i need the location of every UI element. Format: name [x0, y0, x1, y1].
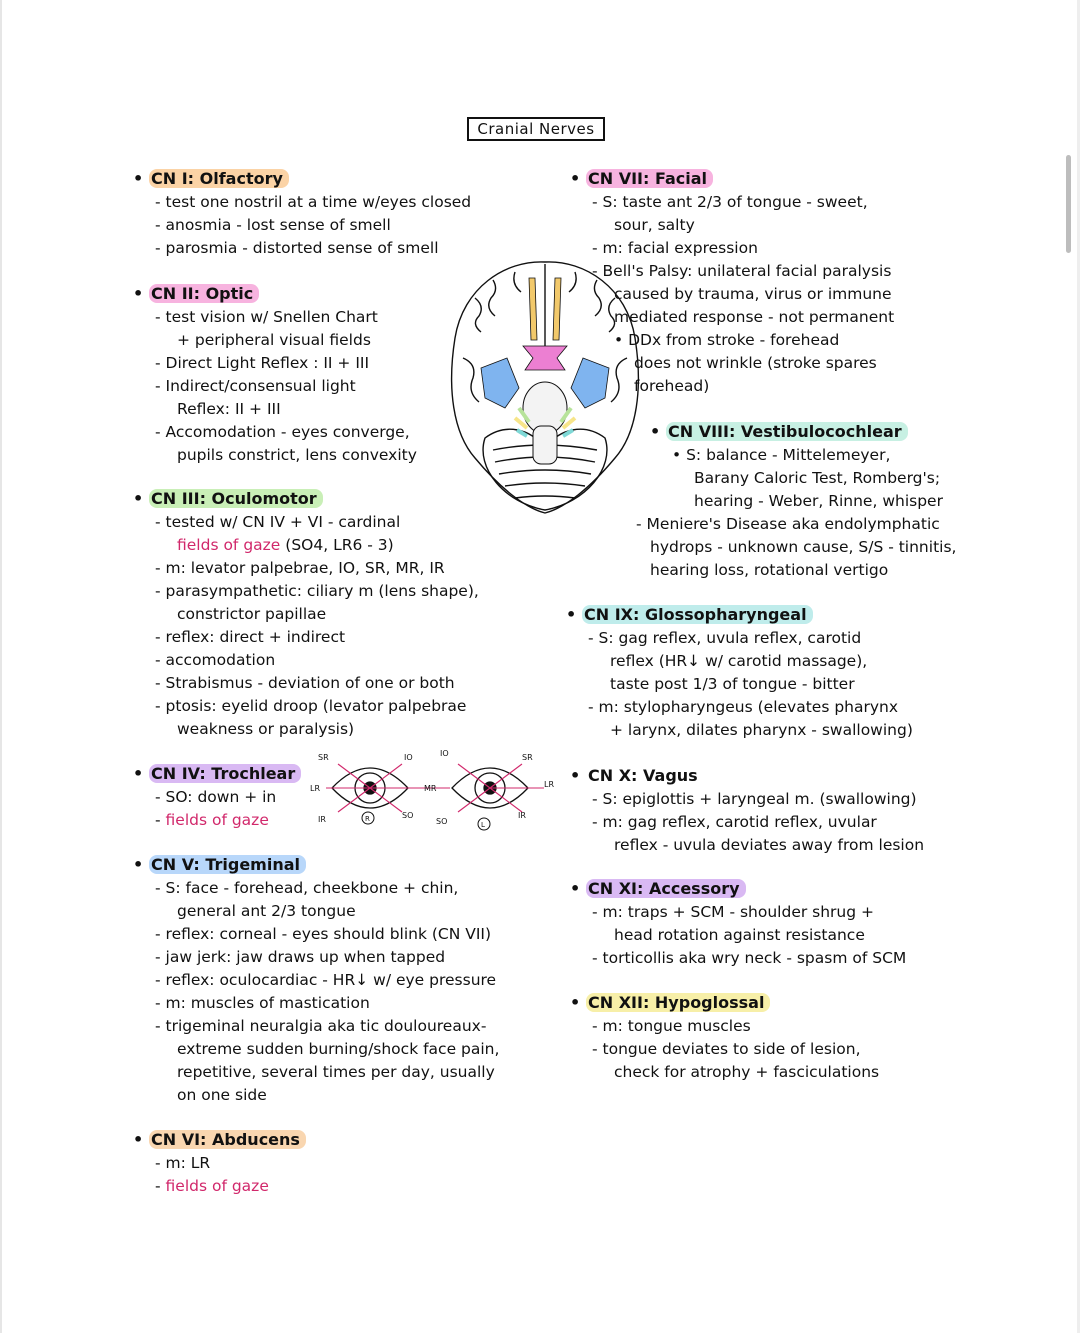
- section-cn10: • CN X: Vagus - S: epiglottis + laryngeal m. (swallowing) - m: gag reflex, carotid reflex, uvular reflex - uvula deviates away from lesion: [570, 766, 925, 854]
- cn5-line: reflex: oculocardiac - HR↓ w/ eye pressure: [165, 971, 497, 989]
- gaze-label: IR: [518, 811, 526, 820]
- cn3-line: ptosis: eyelid droop (levator palpebrae: [165, 697, 467, 715]
- section-cn8: • CN VIII: Vestibulocochlear • S: balance - Mittelemeyer, Barany Caloric Test, Romberg's; hearing - Weber, Rinne, whisper - Meniere's Disease aka endolymphatic hydrops - unknown cause, S/S - tinnitis, hearing loss, rotational vertigo: [636, 422, 957, 579]
- cn11-line: torticollis aka wry neck - spasm of SCM: [602, 949, 907, 967]
- section-cn4: • CN IV: Trochlear - SO: down + in - fields of gaze: [133, 762, 301, 832]
- cn8-line: hydrops - unknown cause, S/S - tinnitis,: [650, 538, 957, 556]
- cn5-line: S: face - forehead, cheekbone + chin,: [165, 879, 459, 897]
- cn1-line: anosmia - lost sense of smell: [165, 216, 391, 234]
- cn3-line: accomodation: [165, 651, 276, 669]
- section-cn1: • CN I: Olfactory - test one nostril at a time w/eyes closed - anosmia - lost sense of smell - parosmia - distorted sense of smell: [133, 169, 472, 257]
- cn8-line: S: balance - Mittelemeyer,: [686, 446, 891, 464]
- cn2-line: pupils constrict, lens convexity: [177, 446, 417, 464]
- cn8-line: hearing loss, rotational vertigo: [650, 561, 889, 579]
- section-cn12: • CN XII: Hypoglossal - m: tongue muscles - tongue deviates to side of lesion, check for atrophy + fasciculations: [570, 993, 880, 1081]
- cn12-line: m: tongue muscles: [602, 1017, 751, 1035]
- cn6-header: CN VI: Abducens: [149, 1130, 306, 1149]
- cn7-line: does not wrinkle (stroke spares: [634, 354, 877, 372]
- gaze-label: SR: [318, 753, 329, 762]
- gaze-eye-mark: R: [365, 815, 370, 823]
- gaze-label: MR: [424, 784, 437, 793]
- cn3-header: CN III: Oculomotor: [149, 489, 323, 508]
- cn7-line: m: facial expression: [602, 239, 758, 257]
- cn7-line: mediated response - not permanent: [614, 308, 895, 326]
- cn3-line: weakness or paralysis): [177, 720, 355, 738]
- gaze-label: IR: [318, 815, 326, 824]
- cn10-header: CN X: Vagus: [588, 766, 698, 785]
- cn3-line: Strabismus - deviation of one or both: [165, 674, 455, 692]
- cn1-line: test one nostril at a time w/eyes closed: [165, 193, 472, 211]
- gaze-label: LR: [544, 780, 555, 789]
- section-cn5: • CN V: Trigeminal - S: face - forehead, cheekbone + chin, general ant 2/3 tongue - reflex: corneal - eyes should blink (CN VII) - jaw jerk: jaw draws up when tapped - reflex: oculocardiac - HR↓ w/ eye pressure - m: muscles of mastication - trigeminal neuralgia aka tic douloureaux- extreme sudden burning/shock face pain, repetitive, several times per day, usually on one side: [133, 855, 500, 1104]
- cn12-line: tongue deviates to side of lesion,: [602, 1040, 861, 1058]
- gaze-eye-mark: L: [481, 821, 485, 829]
- cn9-line: taste post 1/3 of tongue - bitter: [610, 675, 855, 693]
- gaze-label: LR: [310, 784, 321, 793]
- cn2-line: test vision w/ Snellen Chart: [165, 308, 378, 326]
- cn8-line: hearing - Weber, Rinne, whisper: [694, 492, 943, 510]
- cn3-line: reflex: direct + indirect: [165, 628, 346, 646]
- cn7-line: DDx from stroke - forehead: [628, 331, 840, 349]
- cn9-line: S: gag reflex, uvula reflex, carotid: [598, 629, 862, 647]
- fields-of-gaze-diagram: [300, 748, 560, 838]
- section-cn2: • CN II: Optic - test vision w/ Snellen Chart + peripheral visual fields - Direct Light Reflex : II + III - Indirect/consensual light Reflex: II + III - Accomodation - eyes converge, pupils constrict, lens convexity: [133, 284, 417, 464]
- cn5-line: repetitive, several times per day, usually: [177, 1063, 495, 1081]
- cn3-fields-of-gaze: fields of gaze: [177, 536, 281, 554]
- cn3-line: m: levator palpebrae, IO, SR, MR, IR: [165, 559, 445, 577]
- cn9-line: + larynx, dilates pharynx - swallowing): [610, 721, 913, 739]
- cn8-line: Meniere's Disease aka endolymphatic: [646, 515, 940, 533]
- cn5-line: extreme sudden burning/shock face pain,: [177, 1040, 500, 1058]
- cn2-line: Reflex: II + III: [177, 400, 281, 418]
- cn10-line: reflex - uvula deviates away from lesion: [614, 836, 925, 854]
- gaze-label: SR: [522, 753, 533, 762]
- cn12-line: check for atrophy + fasciculations: [614, 1063, 880, 1081]
- cn5-line: reflex: corneal - eyes should blink (CN VII): [165, 925, 492, 943]
- cn10-line: S: epiglottis + laryngeal m. (swallowing): [602, 790, 917, 808]
- scrollbar-thumb[interactable]: [1066, 155, 1071, 253]
- cn4-header: CN IV: Trochlear: [149, 764, 301, 783]
- gaze-label: IO: [404, 753, 413, 762]
- cn12-header: CN XII: Hypoglossal: [586, 993, 770, 1012]
- cn7-line: S: taste ant 2/3 of tongue - sweet,: [602, 193, 868, 211]
- cn1-header: CN I: Olfactory: [149, 169, 289, 188]
- cn5-line: on one side: [177, 1086, 267, 1104]
- cn7-line: Bell's Palsy: unilateral facial paralysis: [602, 262, 892, 280]
- cn2-header: CN II: Optic: [149, 284, 259, 303]
- page-title: Cranial Nerves: [467, 117, 605, 141]
- cn5-line: trigeminal neuralgia aka tic douloureaux-: [165, 1017, 487, 1035]
- section-cn9: • CN IX: Glossopharyngeal - S: gag reflex, uvula reflex, carotid reflex (HR↓ w/ carotid massage), taste post 1/3 of tongue - bitter - m: stylopharyngeus (elevates pharynx + larynx, dilates pharynx - swallowing): [566, 605, 913, 739]
- cn10-line: m: gag reflex, carotid reflex, uvular: [602, 813, 877, 831]
- cn6-fields-of-gaze: fields of gaze: [165, 1177, 269, 1195]
- cn11-line: head rotation against resistance: [614, 926, 865, 944]
- cn2-line: + peripheral visual fields: [177, 331, 371, 349]
- cn6-line: m: LR: [165, 1154, 211, 1172]
- cn2-line: Indirect/consensual light: [165, 377, 356, 395]
- cn7-header: CN VII: Facial: [586, 169, 713, 188]
- cn4-line: SO: down + in: [165, 788, 277, 806]
- section-cn3: • CN III: Oculomotor - tested w/ CN IV + VI - cardinal fields of gaze (SO4, LR6 - 3) - m: levator palpebrae, IO, SR, MR, IR - parasympathetic: ciliary m (lens shape), constrictor papillae - reflex: direct + indirect - accomodation - Strabismus - deviation of one or both - ptosis: eyelid droop (levator palpebrae weakness or paralysis): [133, 489, 479, 738]
- cn9-header: CN IX: Glossopharyngeal: [582, 605, 813, 624]
- cn7-line: sour, salty: [614, 216, 695, 234]
- cn2-line: Direct Light Reflex : II + III: [165, 354, 370, 372]
- page-edge-left: [0, 0, 2, 1333]
- cn2-line: Accomodation - eyes converge,: [165, 423, 410, 441]
- cn8-line: Barany Caloric Test, Romberg's;: [694, 469, 941, 487]
- cn3-line: constrictor papillae: [177, 605, 327, 623]
- section-cn11: • CN XI: Accessory - m: traps + SCM - shoulder shrug + head rotation against resistance - torticollis aka wry neck - spasm of SCM: [570, 879, 907, 967]
- cn3-line: (SO4, LR6 - 3): [285, 536, 394, 554]
- cn3-line: tested w/ CN IV + VI - cardinal: [165, 513, 401, 531]
- section-cn7: • CN VII: Facial - S: taste ant 2/3 of tongue - sweet, sour, salty - m: facial expression - Bell's Palsy: unilateral facial paralysis caused by trauma, virus or immune mediated response - not permanent • DDx from stroke - forehead does not wrinkle (stroke spares forehead): [570, 169, 895, 395]
- cn8-header: CN VIII: Vestibulocochlear: [666, 422, 908, 441]
- gaze-label: IO: [440, 749, 449, 758]
- cn9-line: m: stylopharyngeus (elevates pharynx: [598, 698, 899, 716]
- section-cn6: • CN VI: Abducens - m: LR - fields of gaze: [133, 1128, 306, 1198]
- cn7-line: caused by trauma, virus or immune: [614, 285, 892, 303]
- cn7-line: forehead): [634, 377, 710, 395]
- cn4-fields-of-gaze: fields of gaze: [165, 811, 269, 829]
- cn5-header: CN V: Trigeminal: [149, 855, 306, 874]
- cn5-line: m: muscles of mastication: [165, 994, 370, 1012]
- gaze-label: SO: [436, 817, 448, 826]
- cn9-line: reflex (HR↓ w/ carotid massage),: [610, 652, 868, 670]
- cn11-header: CN XI: Accessory: [586, 879, 746, 898]
- cn1-line: parosmia - distorted sense of smell: [165, 239, 439, 257]
- cn3-line: parasympathetic: ciliary m (lens shape),: [165, 582, 479, 600]
- cn5-line: general ant 2/3 tongue: [177, 902, 356, 920]
- gaze-label: SO: [402, 811, 414, 820]
- cn11-line: m: traps + SCM - shoulder shrug +: [602, 903, 875, 921]
- cn5-line: jaw jerk: jaw draws up when tapped: [165, 948, 446, 966]
